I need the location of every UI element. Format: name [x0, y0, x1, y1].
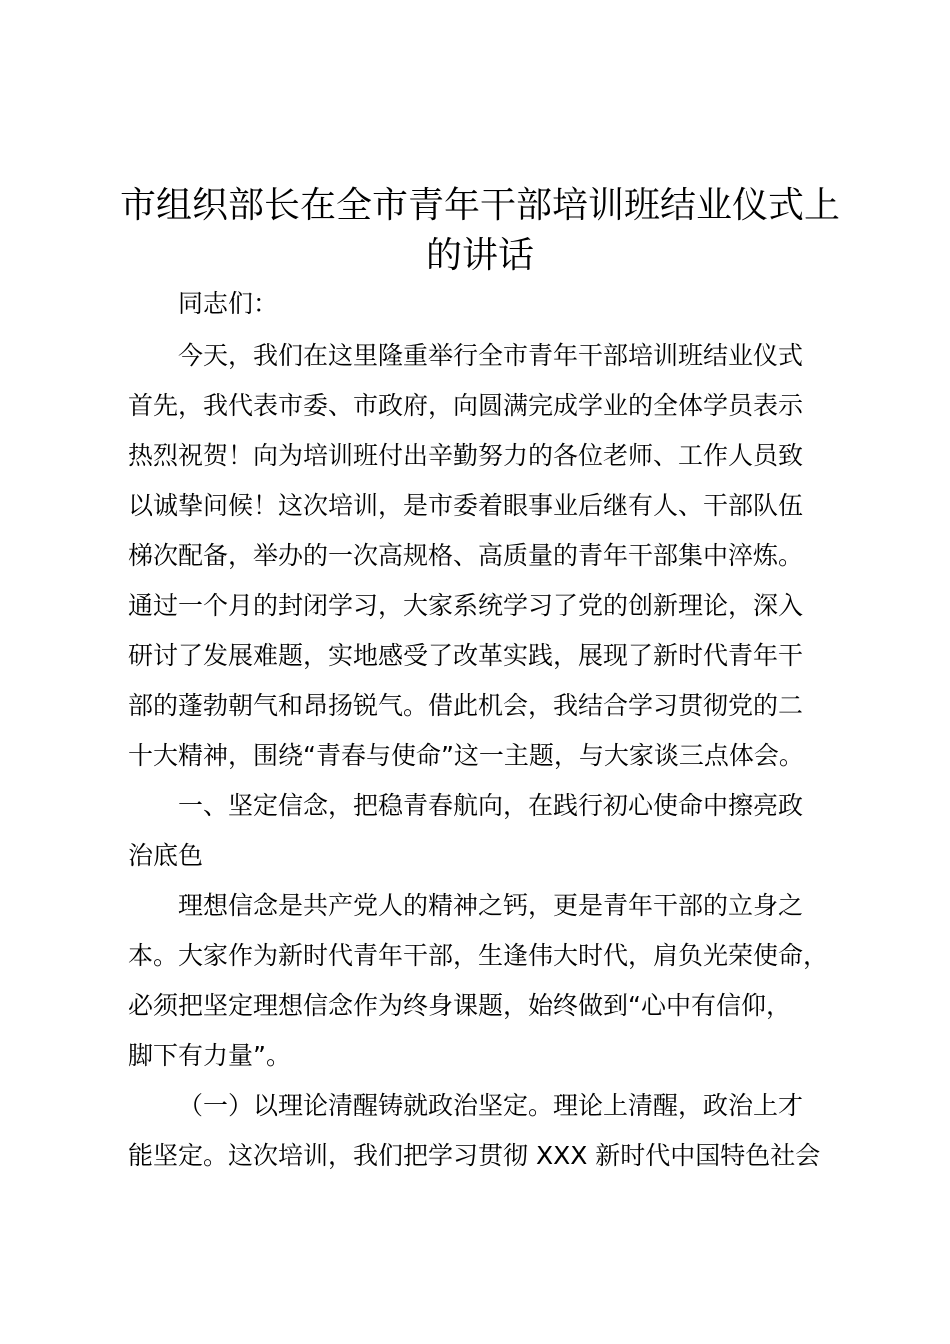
paragraph-line: 能坚定。这次培训，我们把学习贯彻 XXX 新时代中国特色社会 [128, 1141, 821, 1170]
paragraph-line: 部的蓬勃朝气和昂扬锐气。借此机会，我结合学习贯彻党的二 [128, 691, 804, 720]
paragraph-line: 本。大家作为新时代青年干部，生逢伟大时代，肩负光荣使命， [128, 941, 829, 970]
document-title-line-1: 市组织部长在全市青年干部培训班结业仪式上 [119, 185, 840, 226]
paragraph-line: 热烈祝贺！向为培训班付出辛勤努力的各位老师、工作人员致 [128, 441, 804, 470]
paragraph-line: 脚下有力量”。 [128, 1041, 291, 1070]
paragraph-line: 以诚挚问候！这次培训，是市委着眼事业后继有人、干部队伍 [128, 491, 804, 520]
section-heading-line: 治底色 [128, 841, 204, 870]
paragraph-line: 十大精神，围绕“青春与使命”这一主题，与大家谈三点体会。 [128, 741, 804, 770]
paragraph-line: 梯次配备，举办的一次高规格、高质量的青年干部集中淬炼。 [128, 541, 804, 570]
section-heading-line: 一、坚定信念，把稳青春航向，在践行初心使命中擦亮政 [178, 791, 804, 820]
salutation: 同志们： [178, 289, 279, 318]
paragraph-line: 今天，我们在这里隆重举行全市青年干部培训班结业仪式 [178, 341, 804, 370]
paragraph-line: 必须把坚定理想信念作为终身课题，始终做到“心中有信仰， [128, 991, 791, 1020]
paragraph-line: 研讨了发展难题，实地感受了改革实践，展现了新时代青年干 [128, 641, 804, 670]
document-title-line-2: 的讲话 [425, 235, 534, 276]
subsection-line: （一）以理论清醒铸就政治坚定。理论上清醒，政治上才 [178, 1091, 804, 1120]
paragraph-line: 首先，我代表市委、市政府，向圆满完成学业的全体学员表示 [128, 391, 804, 420]
paragraph-line: 理想信念是共产党人的精神之钙，更是青年干部的立身之 [178, 891, 804, 920]
paragraph-line: 通过一个月的封闭学习，大家系统学习了党的创新理论，深入 [128, 591, 804, 620]
